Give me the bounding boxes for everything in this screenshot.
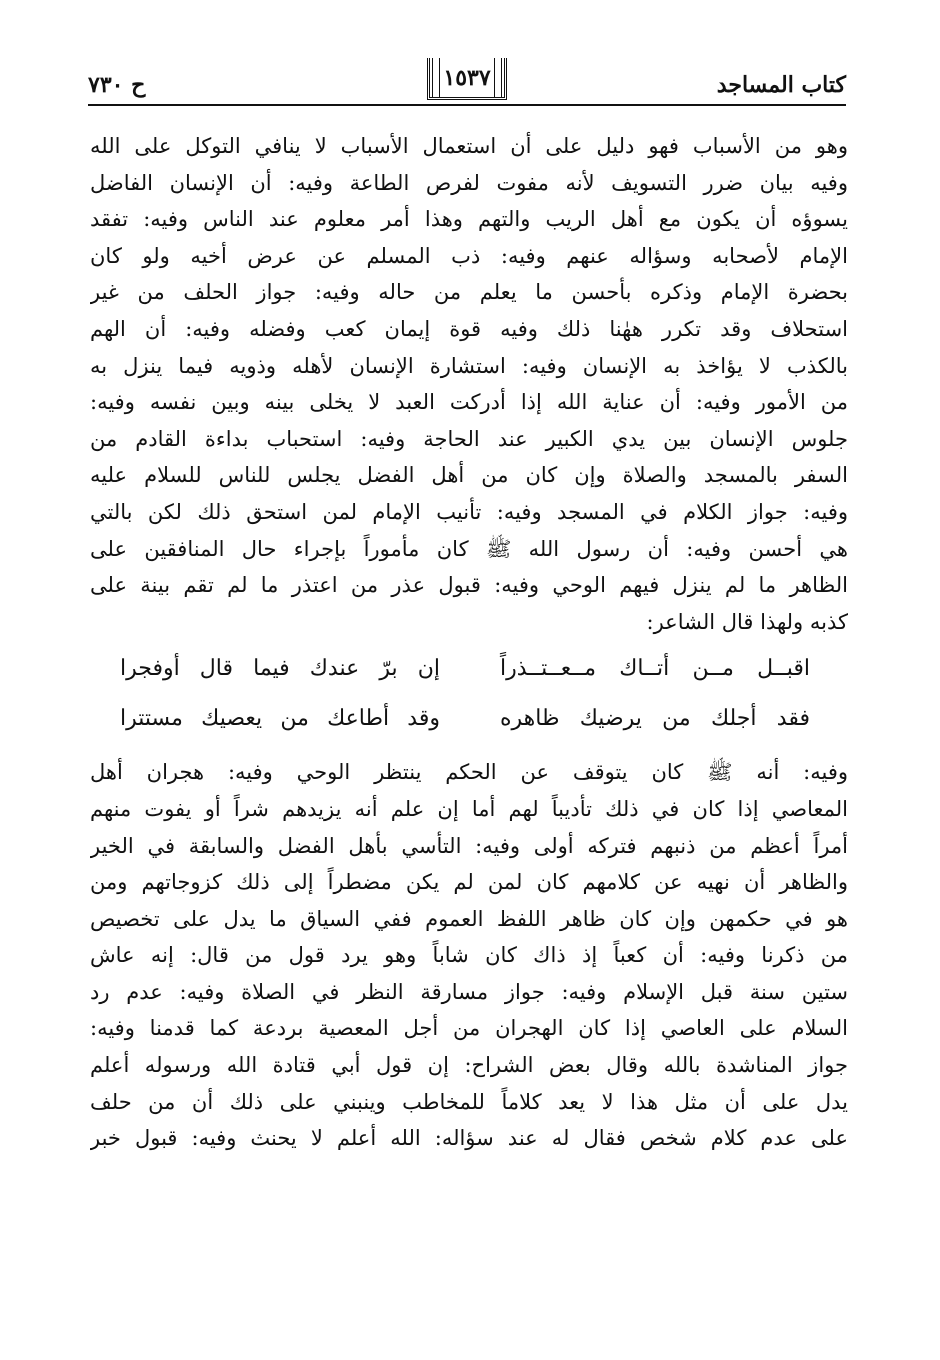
text-line: من الأمور وفيه: أن عناية الله إذا أدركت العبد لا يخلى بينه وبين نفسه وفيه: <box>90 390 848 415</box>
verse-first-hemistich: فقد أجلك من يرضيك ظاهره <box>500 706 810 732</box>
text-line: هي أحسن وفيه: أن رسول الله ﷺ كان مأموراً بإجراء حال المنافقين على <box>90 536 848 561</box>
verse-second-hemistich: وقد أطاعك من يعصيك مستترا <box>120 706 440 732</box>
text-line: على عدم كلام شخص فقال له عند سؤاله: الله أعلم لا يحنث وفيه: قبول خبر <box>90 1126 848 1151</box>
text-line: جلوس الإنسان بين يدي الكبير عند الحاجة وفيه: استحباب بداءة القادم من <box>90 426 848 451</box>
text-line: المعاصي إذا كان في ذلك تأديباً لهم أما إن علم أنه يزيدهم شراً أو يفوت منهم <box>90 796 848 821</box>
text-line: بحضرة الإمام وذكره بأحسن ما يعلم من حاله وفيه: جواز الحلف من غير <box>90 280 848 305</box>
text-line: بالكذب لا يؤاخذ به الإنسان وفيه: استشارة الإنسان لأهله وذويه فيما ينزل به <box>90 353 848 378</box>
book-title: كتاب المساجد <box>716 72 846 98</box>
text-line: الإمام لأصحابه وسؤاله عنهم وفيه: ذب المسلم عن عرض أخيه ولو كان <box>90 243 848 268</box>
text-line: كذبه ولهذا قال الشاعر: <box>646 609 848 634</box>
text-line: وفيه: جواز الكلام في المسجد وفيه: تأنيب الإمام لمن استحق ذلك لكن بالتي <box>90 499 848 524</box>
text-line: يدل على أن مثل هذا لا يعد كلاماً للمخاطب وينبني على ذلك أن من حلف <box>90 1089 848 1114</box>
text-line: والظاهر أن نهيه عن كلامهم كان لمن لم يكن مضطراً إلى ذلك كزوجاتهم ومن <box>90 870 848 895</box>
header-rule <box>88 104 846 106</box>
text-line: استحلاف وقد تكرر ههٰنا ذلك وفيه قوة إيمان كعب وفضله وفيه: أن الهم <box>90 316 848 341</box>
text-line: السلام على العاصي إذا كان الهجران من أجل المعصية بردعة كما قدمنا وفيه: <box>90 1016 848 1041</box>
text-line: يسوؤه أن يكون مع أهل الريب والتهم وهذا أمر معلوم عند الناس وفيه: تفقد <box>90 207 848 232</box>
text-line: وهو من الأسباب فهو دليل على أن استعمال الأسباب لا ينافي التوكل على الله <box>90 134 848 158</box>
verse-second-hemistich: إن برّ عندك فيما قال أوفجرا <box>120 656 440 682</box>
text-line: وفيه: أنه ﷺ كان يتوقف عن الحكم ينتظر الوحي وفيه: هجران أهل <box>90 760 848 785</box>
poem-verse <box>90 644 848 694</box>
text-line: وفيه بيان ضرر التسويف لأنه مفوت لفرص الطاعة وفيه: أن الإنسان الفاضل <box>90 170 848 195</box>
text-line: من ذكرنا وفيه: أن كعباً إذ ذاك كان شاباً وهو يرد قول من قال: إنه عاش <box>90 943 848 968</box>
poem-block <box>90 644 848 750</box>
text-line: هو في حكمهن وإن كان ظاهر اللفظ العموم ففي السياق ما يدل على تخصيص <box>90 906 848 931</box>
hadith-reference: ح ٧٣٠ <box>88 72 146 98</box>
page-header <box>88 58 846 106</box>
text-line: ستين سنة قبل الإسلام وفيه: جواز مسارقة النظر في الصلاة وفيه: عدم رد <box>90 979 848 1004</box>
text-line: السفر بالمسجد والصلاة وإن كان من أهل الفضل يجلس للناس للسلام عليه <box>90 463 848 488</box>
text-line: أمراً أعظم من ذنبهم فتركه أولى وفيه: التأسي بأهل الفضل والسابقة في الخير <box>90 833 848 858</box>
text-line: الظاهر ما لم ينزل فيهم الوحي وفيه: قبول عذر من اعتذر ما لم تقم بينة على <box>90 573 848 598</box>
page-number: ١٥٣٧ <box>427 58 507 100</box>
main-text <box>90 128 848 1157</box>
verse-first-hemistich: اقبــل مــن أتــاك مــعــتــذراً <box>500 656 810 682</box>
text-line: جواز المناشدة بالله وقال بعض الشراح: إن قول أبي قتادة الله ورسوله أعلم <box>90 1053 848 1078</box>
poem-verse <box>90 694 848 744</box>
